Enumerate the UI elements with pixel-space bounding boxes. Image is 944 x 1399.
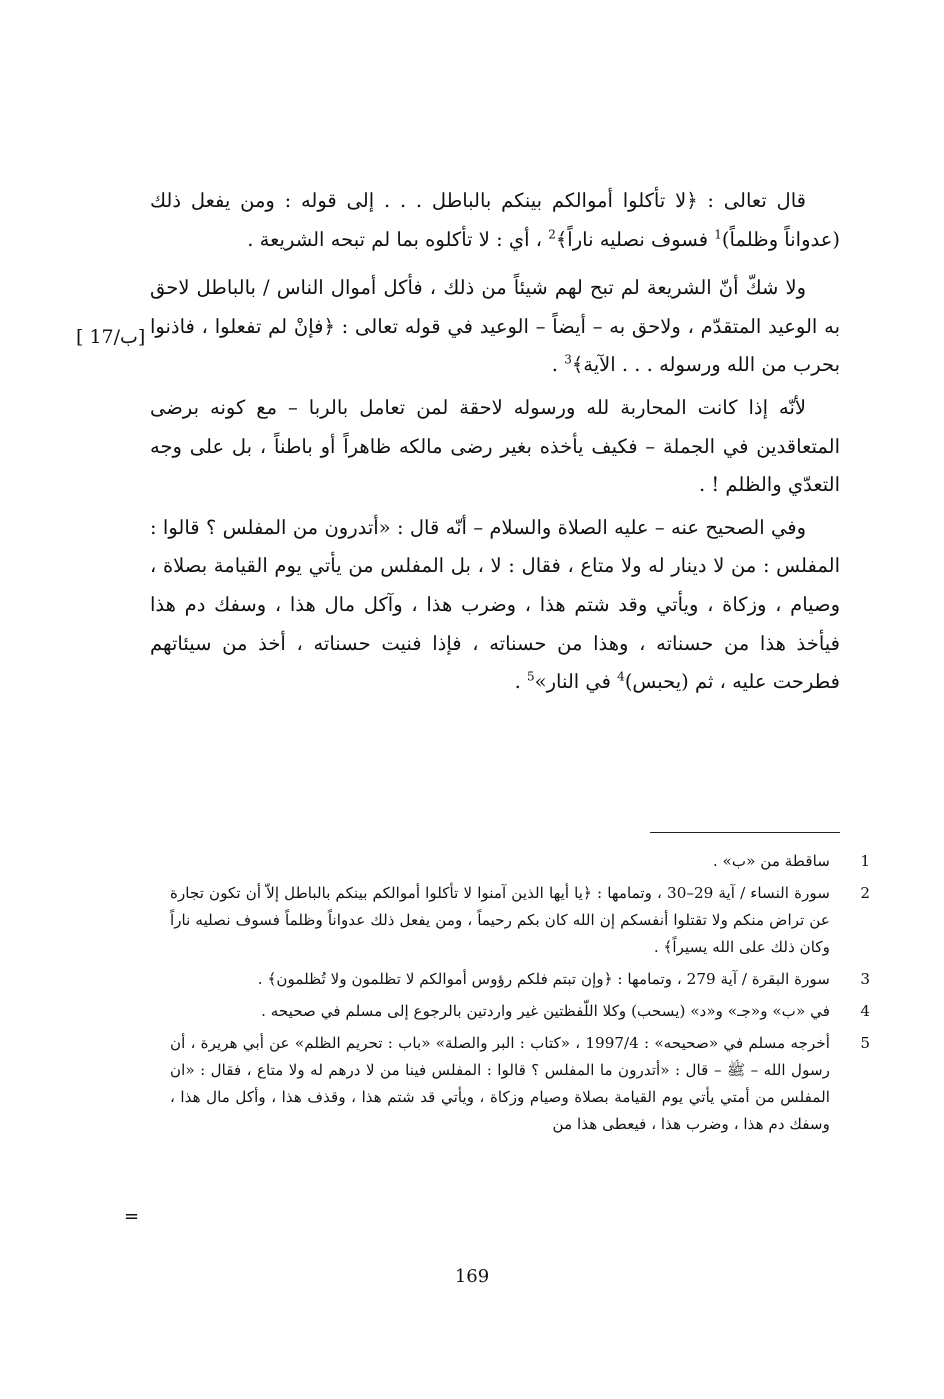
- footnote-3: [170, 966, 870, 993]
- footnote-text: سورة النساء / آية 29–30 ، وتمامها : ﴿يا أيها الذين آمنوا لا تأكلوا أموالكم بينكم بالباطل إلاّ أن تكون تجارة عن تراض منكم ولا تقتلوا أنفسكم إن الله كان بكم رحيماً ، ومن يفعل ذلك عدواناً وظلماً فسوف نصليه ناراً وكان ذلك على الله يسيراً﴾ .: [170, 884, 830, 956]
- footnote-separator: [650, 832, 840, 833]
- footnote-2: [170, 880, 870, 961]
- footnote-number: 5: [860, 1034, 870, 1052]
- paragraph-2-text-a: ولا شكّ أنّ الشريعة لم تبح لهم شيئاً من ذلك ، فأكل أموال الناس / بالباطل لاحق به الوعيد المتقدّم ، ولاحق به – أيضاً – الوعيد في قوله تعالى : ﴿فإنْ لم تفعلوا ، فاذنوا بحرب من الله ورسوله . . . الآية﴾: [150, 276, 840, 377]
- footnote-ref-4[interactable]: 4: [617, 669, 625, 684]
- footnote-continuation-mark: =: [124, 1206, 140, 1227]
- main-text: [150, 182, 840, 702]
- paragraph-4-text-a: وفي الصحيح عنه – عليه الصلاة والسلام – أنّه قال : «أتدرون من المفلس ؟ قالوا : المفلس : من لا دينار له ولا متاع ، فقال : لا ، بل المفلس من يأتي يوم القيامة بصلاة ، وصيام ، وزكاة ، ويأتي وقد شتم هذا ، وضرب هذا ، وآكل مال هذا ، وسفك دم هذا فيأخذ هذا من حسناته ، وهذا من حسناته ، فإذا ﻓﻨﻴﺖ حسناته ، أخذ من سيئاتهم فطرحت عليه ، ثم (يحبس): [150, 515, 840, 694]
- paragraph-1-text-c: ، أي : لا تأكلوه بما لم تبحه الشريعة .: [247, 227, 549, 251]
- page-number: 169: [454, 1266, 490, 1287]
- paragraph-1-text-a: قال تعالى : ﴿لا تأكلوا أموالكم بينكم بالباطل . . . إلى قوله : ومن يفعل ذلك (عدواناً وظلماً): [150, 189, 840, 251]
- paragraph-1: [150, 182, 840, 259]
- footnote-1: [170, 848, 870, 875]
- footnote-ref-1[interactable]: 1: [714, 227, 722, 242]
- paragraph-3: [150, 389, 840, 505]
- footnote-ref-3[interactable]: 3: [564, 352, 572, 367]
- paragraph-2: [150, 269, 840, 385]
- footnote-number: 1: [860, 852, 870, 870]
- footnote-4: [170, 998, 870, 1025]
- footnote-number: 3: [860, 970, 870, 988]
- footnote-ref-5[interactable]: 5: [527, 669, 535, 684]
- footnote-5: [170, 1030, 870, 1138]
- footnotes-section: [170, 848, 870, 1143]
- footnote-number: 2: [860, 884, 870, 902]
- footnote-number: 4: [860, 1002, 870, 1020]
- footnote-text: سورة البقرة / آية 279 ، وتمامها : ﴿وإن تبتم فلكم رؤوس أموالكم لا تظلمون ولا تُظلمون﴾ .: [257, 970, 830, 988]
- manuscript-folio-marker: [ 17/ب]: [76, 326, 146, 348]
- paragraph-4-text-c: .: [514, 670, 528, 694]
- paragraph-3-text: لأنّه إذا كانت المحاربة لله ورسوله لاحقة لمن تعامل بالربا – مع كونه برضى المتعاقدين في الجملة – فكيف يأخذه بغير رضى مالكه ظاهراً أو باطناً ، بل على وجه التعدّي والظلم ! .: [150, 395, 840, 497]
- footnote-text: أخرجه مسلم في «صحيحه» : 1997/4 ، «كتاب : البر والصلة» «باب : تحريم الظلم» عن أبي هريرة ، أن رسول الله – ﷺ – قال : «أتدرون ما المفلس ؟ قالوا : المفلس فينا من لا درهم له ولا متاع ، فقال : «ان المفلس من أمتي يأتي يوم القيامة بصلاة وصيام وزكاة ، ويأتي قد شتم هذا ، وقذف هذا ، وأكل مال هذا ، وسفك دم هذا ، وضرب هذا ، فيعطى هذا من: [170, 1034, 830, 1133]
- footnote-text: ساقطة من «ب» .: [712, 852, 830, 870]
- paragraph-1-text-b: فسوف نصليه ناراً﴾: [555, 227, 715, 251]
- paragraph-4: [150, 509, 840, 702]
- paragraph-4-text-b: في النار»: [534, 670, 618, 694]
- footnote-text: في «ب» و«جـ» و«د» (يسحب) وكلا اللّفظتين غير واردتين بالرجوع إلى مسلم في صحيحه .: [261, 1002, 830, 1020]
- paragraph-2-text-b: .: [551, 353, 565, 377]
- footnote-ref-2[interactable]: 2: [548, 227, 556, 242]
